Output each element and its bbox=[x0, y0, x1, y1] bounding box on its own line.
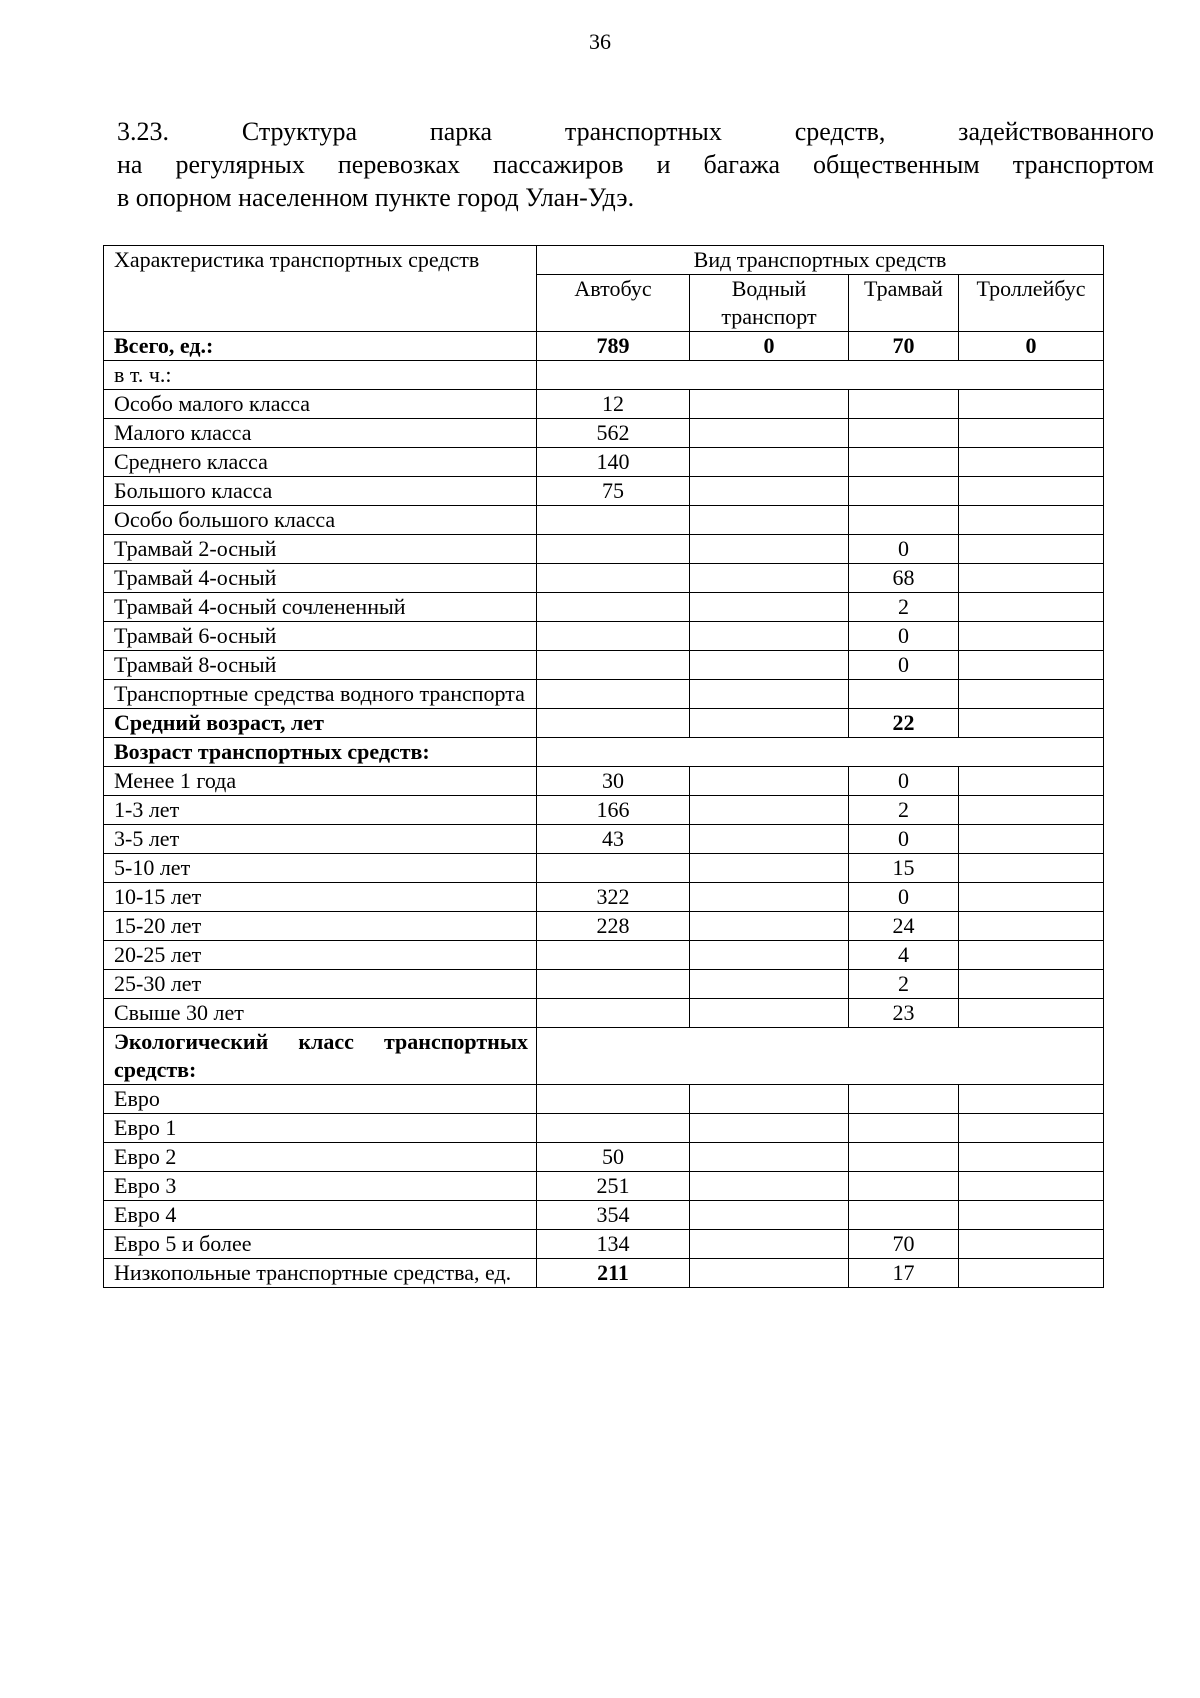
cell-bus bbox=[537, 535, 690, 564]
header-col-water: Водный транспорт bbox=[690, 275, 849, 332]
table-row bbox=[104, 680, 1104, 709]
table-row bbox=[104, 767, 1104, 796]
cell-trolleybus bbox=[959, 448, 1104, 477]
row-label: Малого класса bbox=[104, 419, 537, 448]
header-col-bus: Автобус bbox=[537, 275, 690, 332]
row-label: 5-10 лет bbox=[104, 854, 537, 883]
table-subheader-row bbox=[104, 275, 1104, 332]
row-label: Экологический класс транспортных средств: bbox=[104, 1028, 537, 1085]
table-row bbox=[104, 1172, 1104, 1201]
cell-trolleybus bbox=[959, 825, 1104, 854]
cell-trolleybus bbox=[959, 1259, 1104, 1288]
cell-trolleybus bbox=[959, 767, 1104, 796]
cell-bus bbox=[537, 1085, 690, 1114]
fleet-structure-table bbox=[103, 245, 1104, 1288]
cell-bus: 228 bbox=[537, 912, 690, 941]
table-row bbox=[104, 1114, 1104, 1143]
row-label: Евро 5 и более bbox=[104, 1230, 537, 1259]
cell-bus bbox=[537, 1114, 690, 1143]
cell-bus: 211 bbox=[537, 1259, 690, 1288]
cell-trolleybus bbox=[959, 796, 1104, 825]
cell-bus bbox=[537, 999, 690, 1028]
cell-tram: 0 bbox=[849, 651, 959, 680]
cell-tram bbox=[849, 419, 959, 448]
cell-tram: 68 bbox=[849, 564, 959, 593]
cell-water bbox=[690, 970, 849, 999]
cell-trolleybus bbox=[959, 477, 1104, 506]
cell-water bbox=[690, 622, 849, 651]
cell-water bbox=[690, 999, 849, 1028]
cell-water bbox=[690, 912, 849, 941]
row-label: Евро 2 bbox=[104, 1143, 537, 1172]
cell-bus bbox=[537, 564, 690, 593]
cell-tram bbox=[849, 1114, 959, 1143]
cell-tram: 2 bbox=[849, 796, 959, 825]
cell-water bbox=[690, 419, 849, 448]
cell-water: 0 bbox=[690, 332, 849, 361]
cell-trolleybus bbox=[959, 941, 1104, 970]
cell-water bbox=[690, 709, 849, 738]
row-label: в т. ч.: bbox=[104, 361, 537, 390]
cell-water bbox=[690, 825, 849, 854]
cell-trolleybus bbox=[959, 1143, 1104, 1172]
cell-water bbox=[690, 390, 849, 419]
cell-tram: 0 bbox=[849, 825, 959, 854]
cell-bus: 30 bbox=[537, 767, 690, 796]
heading-line-3: в опорном населенном пункте город Улан-Удэ. bbox=[117, 183, 635, 212]
page-number: 36 bbox=[589, 29, 611, 54]
cell-tram bbox=[849, 477, 959, 506]
cell-tram bbox=[849, 390, 959, 419]
row-label: Трамвай 4-осный сочлененный bbox=[104, 593, 537, 622]
row-label: Трамвай 2-осный bbox=[104, 535, 537, 564]
cell-tram bbox=[849, 506, 959, 535]
table-header-row bbox=[104, 246, 1104, 275]
cell-bus bbox=[537, 593, 690, 622]
cell-water bbox=[690, 767, 849, 796]
cell-water bbox=[690, 593, 849, 622]
cell-bus: 75 bbox=[537, 477, 690, 506]
cell-bus: 789 bbox=[537, 332, 690, 361]
cell-bus: 562 bbox=[537, 419, 690, 448]
cell-water bbox=[690, 506, 849, 535]
cell-trolleybus bbox=[959, 564, 1104, 593]
cell-water bbox=[690, 651, 849, 680]
cell-bus bbox=[537, 680, 690, 709]
cell-water bbox=[690, 1172, 849, 1201]
cell-trolleybus bbox=[959, 390, 1104, 419]
cell-trolleybus bbox=[959, 883, 1104, 912]
header-col-trolleybus: Троллейбус bbox=[959, 275, 1104, 332]
cell-water bbox=[690, 535, 849, 564]
row-label: Свыше 30 лет bbox=[104, 999, 537, 1028]
table-row bbox=[104, 1028, 1104, 1085]
cell-trolleybus bbox=[959, 854, 1104, 883]
table-row bbox=[104, 738, 1104, 767]
table-row bbox=[104, 1259, 1104, 1288]
table-row bbox=[104, 564, 1104, 593]
cell-trolleybus bbox=[959, 912, 1104, 941]
cell-bus: 251 bbox=[537, 1172, 690, 1201]
cell-tram: 23 bbox=[849, 999, 959, 1028]
row-label: Большого класса bbox=[104, 477, 537, 506]
row-label: Евро bbox=[104, 1085, 537, 1114]
cell-bus bbox=[537, 709, 690, 738]
cell-tram: 0 bbox=[849, 535, 959, 564]
cell-trolleybus bbox=[959, 419, 1104, 448]
cell-bus: 43 bbox=[537, 825, 690, 854]
table-row bbox=[104, 622, 1104, 651]
cell-water bbox=[690, 1143, 849, 1172]
row-label: 3-5 лет bbox=[104, 825, 537, 854]
table-body bbox=[104, 332, 1104, 1288]
cell-trolleybus bbox=[959, 1172, 1104, 1201]
table-row bbox=[104, 419, 1104, 448]
table-row bbox=[104, 941, 1104, 970]
row-label: Особо большого класса bbox=[104, 506, 537, 535]
section-heading bbox=[117, 115, 1154, 214]
cell-trolleybus bbox=[959, 593, 1104, 622]
row-label: Среднего класса bbox=[104, 448, 537, 477]
table-row bbox=[104, 796, 1104, 825]
table-row bbox=[104, 651, 1104, 680]
row-label: Трамвай 8-осный bbox=[104, 651, 537, 680]
cell-trolleybus bbox=[959, 1230, 1104, 1259]
cell-water bbox=[690, 1085, 849, 1114]
row-label: Возраст транспортных средств: bbox=[104, 738, 537, 767]
cell-tram: 17 bbox=[849, 1259, 959, 1288]
cell-trolleybus bbox=[959, 1114, 1104, 1143]
row-label: Низкопольные транспортные средства, ед. bbox=[104, 1259, 537, 1288]
header-characteristic: Характеристика транспортных средств bbox=[104, 246, 537, 275]
row-label: Всего, ед.: bbox=[104, 332, 537, 361]
row-label: 1-3 лет bbox=[104, 796, 537, 825]
cell-bus: 134 bbox=[537, 1230, 690, 1259]
row-label: 10-15 лет bbox=[104, 883, 537, 912]
section-spacer-cell bbox=[537, 738, 1104, 767]
cell-tram: 15 bbox=[849, 854, 959, 883]
table-row bbox=[104, 825, 1104, 854]
cell-trolleybus bbox=[959, 680, 1104, 709]
cell-tram bbox=[849, 1143, 959, 1172]
cell-bus: 12 bbox=[537, 390, 690, 419]
cell-bus bbox=[537, 941, 690, 970]
cell-tram: 0 bbox=[849, 767, 959, 796]
cell-bus bbox=[537, 970, 690, 999]
cell-tram bbox=[849, 1201, 959, 1230]
cell-trolleybus bbox=[959, 970, 1104, 999]
cell-water bbox=[690, 854, 849, 883]
table-row bbox=[104, 477, 1104, 506]
table-row bbox=[104, 593, 1104, 622]
cell-trolleybus bbox=[959, 709, 1104, 738]
cell-tram: 0 bbox=[849, 883, 959, 912]
cell-trolleybus bbox=[959, 506, 1104, 535]
cell-tram bbox=[849, 680, 959, 709]
header-col-tram: Трамвай bbox=[849, 275, 959, 332]
row-label: Евро 1 bbox=[104, 1114, 537, 1143]
table-row bbox=[104, 448, 1104, 477]
row-label: Транспортные средства водного транспорта bbox=[104, 680, 537, 709]
cell-tram: 0 bbox=[849, 622, 959, 651]
table-row bbox=[104, 1201, 1104, 1230]
cell-tram: 22 bbox=[849, 709, 959, 738]
row-label: Средний возраст, лет bbox=[104, 709, 537, 738]
table-row bbox=[104, 970, 1104, 999]
row-label: 25-30 лет bbox=[104, 970, 537, 999]
cell-trolleybus bbox=[959, 535, 1104, 564]
table-row bbox=[104, 1230, 1104, 1259]
table-row bbox=[104, 506, 1104, 535]
cell-water bbox=[690, 883, 849, 912]
cell-trolleybus bbox=[959, 1085, 1104, 1114]
row-label: 15-20 лет bbox=[104, 912, 537, 941]
cell-trolleybus bbox=[959, 651, 1104, 680]
cell-water bbox=[690, 1230, 849, 1259]
header-vehicle-type: Вид транспортных средств bbox=[537, 246, 1104, 275]
row-label: Менее 1 года bbox=[104, 767, 537, 796]
cell-bus: 322 bbox=[537, 883, 690, 912]
heading-line-1: 3.23. Структура парка транспортных средств, задействованного bbox=[117, 117, 1154, 146]
cell-water bbox=[690, 680, 849, 709]
cell-bus: 166 bbox=[537, 796, 690, 825]
cell-bus bbox=[537, 622, 690, 651]
cell-tram: 70 bbox=[849, 332, 959, 361]
table-row bbox=[104, 1085, 1104, 1114]
cell-bus bbox=[537, 651, 690, 680]
row-label: Особо малого класса bbox=[104, 390, 537, 419]
row-label: Евро 4 bbox=[104, 1201, 537, 1230]
table-row bbox=[104, 883, 1104, 912]
cell-tram: 70 bbox=[849, 1230, 959, 1259]
section-spacer-cell bbox=[537, 1028, 1104, 1085]
cell-bus: 50 bbox=[537, 1143, 690, 1172]
table-row bbox=[104, 912, 1104, 941]
cell-tram: 2 bbox=[849, 593, 959, 622]
cell-tram bbox=[849, 448, 959, 477]
cell-tram: 4 bbox=[849, 941, 959, 970]
table-row bbox=[104, 999, 1104, 1028]
cell-trolleybus: 0 bbox=[959, 332, 1104, 361]
table-row bbox=[104, 1143, 1104, 1172]
row-label: Евро 3 bbox=[104, 1172, 537, 1201]
cell-tram bbox=[849, 1172, 959, 1201]
heading-line-2: на регулярных перевозках пассажиров и багажа общественным транспортом bbox=[117, 150, 1154, 179]
cell-bus: 140 bbox=[537, 448, 690, 477]
table-row bbox=[104, 390, 1104, 419]
table-row bbox=[104, 709, 1104, 738]
cell-bus bbox=[537, 506, 690, 535]
row-label: 20-25 лет bbox=[104, 941, 537, 970]
row-label: Трамвай 4-осный bbox=[104, 564, 537, 593]
table-row bbox=[104, 332, 1104, 361]
cell-water bbox=[690, 1201, 849, 1230]
cell-trolleybus bbox=[959, 622, 1104, 651]
cell-trolleybus bbox=[959, 1201, 1104, 1230]
cell-water bbox=[690, 1259, 849, 1288]
table-row bbox=[104, 535, 1104, 564]
cell-tram bbox=[849, 1085, 959, 1114]
header-characteristic-continued bbox=[104, 275, 537, 332]
cell-trolleybus bbox=[959, 999, 1104, 1028]
row-label: Трамвай 6-осный bbox=[104, 622, 537, 651]
cell-water bbox=[690, 477, 849, 506]
cell-bus: 354 bbox=[537, 1201, 690, 1230]
cell-water bbox=[690, 448, 849, 477]
cell-tram: 2 bbox=[849, 970, 959, 999]
cell-water bbox=[690, 796, 849, 825]
cell-tram: 24 bbox=[849, 912, 959, 941]
table-row bbox=[104, 854, 1104, 883]
cell-bus bbox=[537, 854, 690, 883]
table-row bbox=[104, 361, 1104, 390]
cell-water bbox=[690, 941, 849, 970]
cell-water bbox=[690, 1114, 849, 1143]
section-spacer-cell bbox=[537, 361, 1104, 390]
cell-water bbox=[690, 564, 849, 593]
